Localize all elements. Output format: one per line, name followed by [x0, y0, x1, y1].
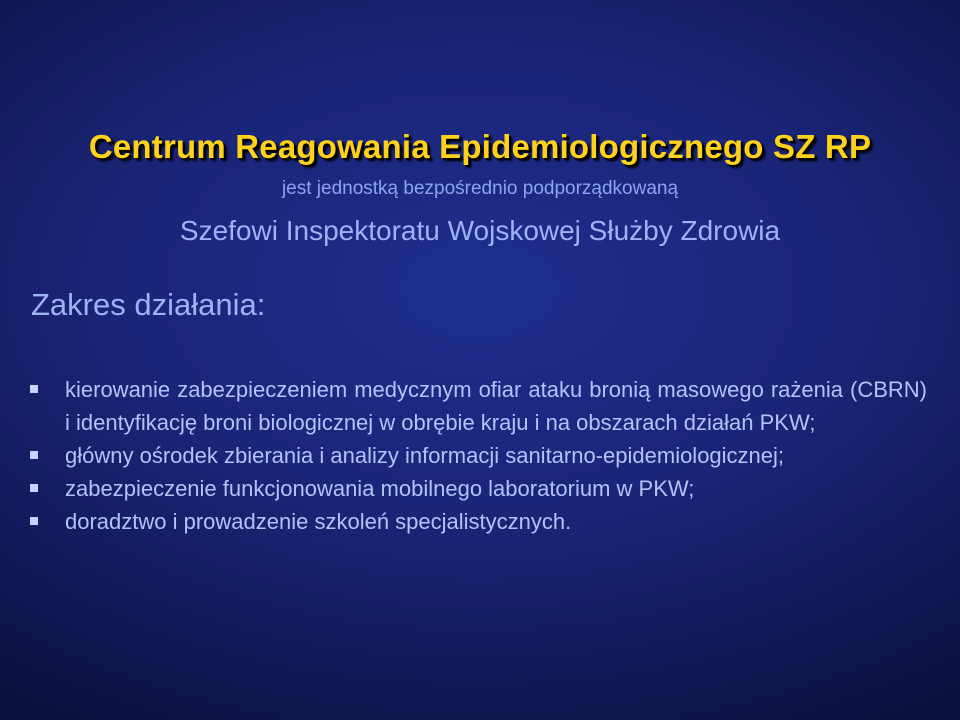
subtitle-line-2: Szefowi Inspektoratu Wojskowej Służby Zdrowia	[179, 215, 781, 246]
bullet-item	[27, 439, 927, 472]
scope-heading: Zakres działania:	[31, 287, 266, 322]
subtitle-line-1: jest jednostką bezpośrednio podporządkowaną	[281, 178, 679, 199]
slide-title: Centrum Reagowania Epidemiologicznego SZ RP	[88, 128, 872, 165]
bullet-list	[27, 373, 927, 538]
bullet-text: zabezpieczenie funkcjonowania mobilnego laboratorium w PKW;	[65, 476, 695, 501]
bullet-item	[27, 472, 927, 505]
square-bullet-icon	[30, 451, 38, 459]
bullet-text: kierowanie zabezpieczeniem medycznym ofiar ataku bronią masowego rażenia (CBRN) i identyfikację broni biologicznej w obrębie kraju i na obszarach działań PKW;	[65, 377, 927, 435]
square-bullet-icon	[30, 385, 38, 393]
bullet-item	[27, 373, 927, 439]
bullet-item	[27, 505, 927, 538]
bullet-text: główny ośrodek zbierania i analizy informacji sanitarno-epidemiologicznej;	[65, 443, 785, 468]
square-bullet-icon	[30, 484, 38, 492]
square-bullet-icon	[30, 517, 38, 525]
bullet-text: doradztwo i prowadzenie szkoleń specjalistycznych.	[65, 509, 572, 534]
